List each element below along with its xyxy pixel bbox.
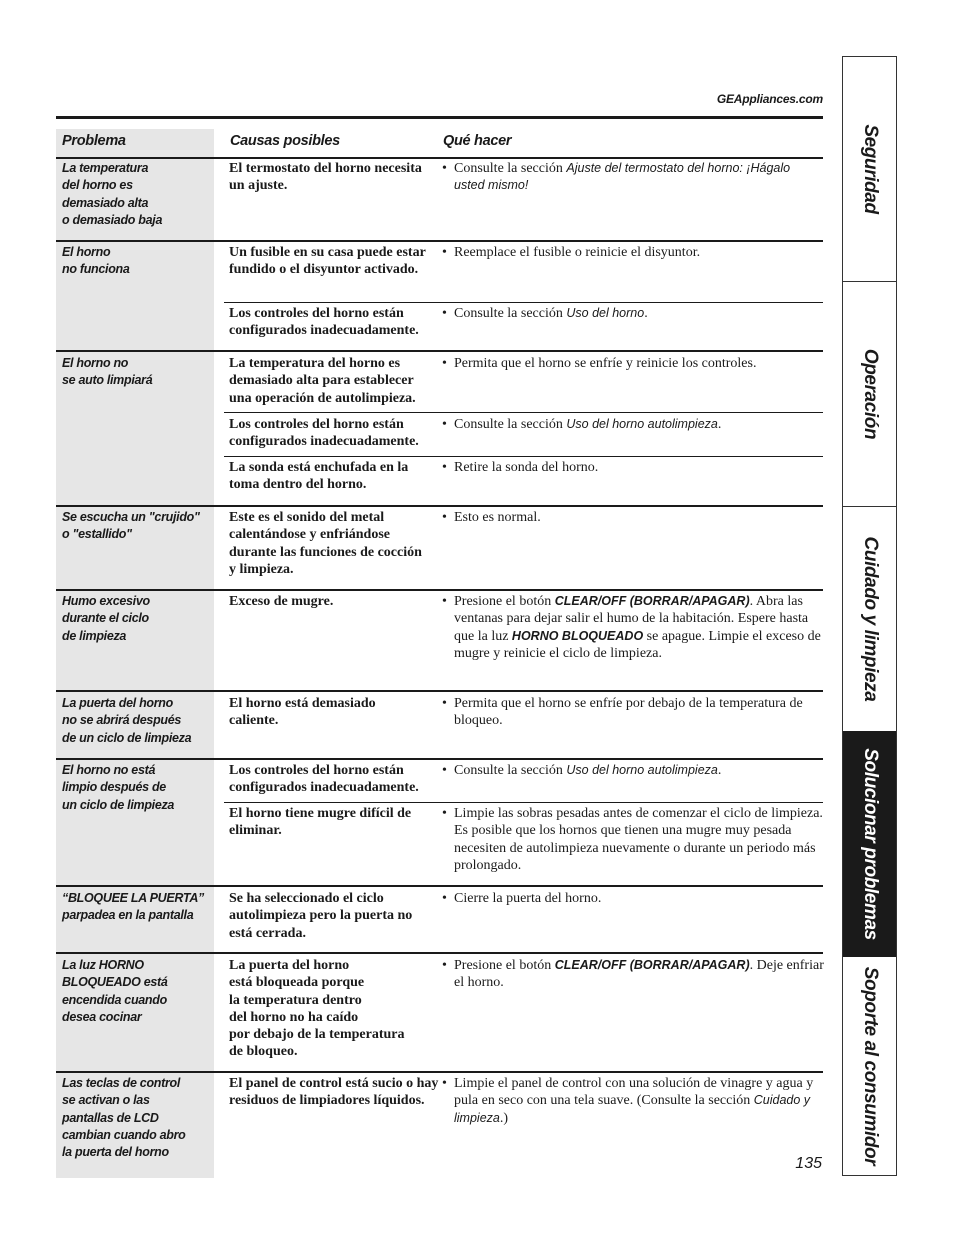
row-divider bbox=[56, 690, 823, 692]
tab-seguridad[interactable] bbox=[843, 57, 896, 282]
problem-cell: Se escucha un "crujido" o "estallido" bbox=[62, 510, 200, 542]
problem-cell: El horno no se auto limpiará bbox=[62, 356, 153, 388]
row-divider bbox=[56, 350, 823, 352]
header-rule bbox=[56, 157, 823, 159]
row-divider bbox=[56, 589, 823, 591]
row-divider bbox=[56, 885, 823, 887]
problem-cell: Las teclas de control se activan o las pantallas de LCD cambian cuando abro la puerta del horno bbox=[62, 1076, 186, 1160]
tab-soporte-al-consumidor[interactable] bbox=[843, 957, 896, 1175]
row-divider bbox=[56, 1071, 823, 1073]
section-sidebar bbox=[842, 56, 897, 1176]
problem-cell: La puerta del horno no se abrirá después de un ciclo de limpieza bbox=[62, 696, 192, 745]
cause-cell: Un fusible en su casa puede estar fundido o el disyuntor activado. bbox=[229, 245, 426, 278]
page-number: 135 bbox=[795, 1155, 822, 1172]
problem-cell: La luz HORNO BLOQUEADO está encendida cuando desea cocinar bbox=[62, 958, 168, 1024]
action-cell: • Permita que el horno se enfríe y reinicie los controles. bbox=[442, 356, 757, 371]
cause-cell: La sonda está enchufada en la toma dentro del horno. bbox=[229, 460, 409, 493]
cause-cell: Los controles del horno están configurados inadecuadamente. bbox=[229, 763, 419, 796]
action-cell: • Presione el botón CLEAR/OFF (BORRAR/APAGAR). Deje enfriar el horno. bbox=[442, 958, 824, 991]
sub-row-divider bbox=[224, 302, 823, 303]
sub-row-divider bbox=[224, 802, 823, 803]
cause-cell: La temperatura del horno es demasiado alta para establecer una operación de autolimpieza. bbox=[229, 356, 416, 406]
tab-solucionar-problemas[interactable] bbox=[843, 731, 896, 957]
action-cell: • Esto es normal. bbox=[442, 510, 541, 525]
top-rule bbox=[56, 116, 823, 119]
problem-cell: La temperatura del horno es demasiado alta o demasiado baja bbox=[62, 161, 163, 227]
action-cell: • Reemplace el fusible o reinicie el disyuntor. bbox=[442, 245, 701, 260]
row-divider bbox=[56, 505, 823, 507]
problem-cell: Humo excesivo durante el ciclo de limpieza bbox=[62, 594, 150, 643]
row-divider bbox=[56, 952, 823, 954]
row-divider bbox=[56, 758, 823, 760]
tab-label: Soporte al consumidor bbox=[859, 966, 881, 1166]
cause-cell: Exceso de mugre. bbox=[229, 594, 334, 609]
tab-label: Solucionar problemas bbox=[859, 748, 881, 940]
tab-label: Cuidado y limpieza bbox=[859, 536, 881, 702]
cause-cell: El termostato del horno necesita un ajuste. bbox=[229, 161, 422, 194]
tab-label: Operación bbox=[859, 348, 881, 440]
cause-cell: Se ha seleccionado el ciclo autolimpieza pero la puerta no está cerrada. bbox=[229, 891, 413, 941]
sub-row-divider bbox=[224, 412, 823, 413]
cause-cell: El horno tiene mugre difícil de eliminar. bbox=[229, 806, 412, 839]
problem-cell: “BLOQUEE LA PUERTA” parpadea en la pantalla bbox=[62, 891, 204, 923]
tab-label: Seguridad bbox=[859, 124, 881, 214]
cause-cell: Los controles del horno están configurados inadecuadamente. bbox=[229, 417, 419, 450]
cause-cell: El horno está demasiado caliente. bbox=[229, 696, 376, 729]
site-url: GEAppliances.com bbox=[716, 92, 823, 106]
action-cell: • Cierre la puerta del horno. bbox=[442, 891, 602, 906]
tab-cuidado-y-limpieza[interactable] bbox=[843, 507, 896, 731]
action-cell: • Consulte la sección Uso del horno autolimpieza. bbox=[442, 417, 722, 432]
cause-cell: Este es el sonido del metal calentándose y enfriándose durante las funciones de cocción y limpieza. bbox=[229, 510, 422, 577]
action-cell: • Permita que el horno se enfríe por debajo de la temperatura de bloqueo. bbox=[442, 696, 803, 729]
sub-row-divider bbox=[224, 456, 823, 457]
problem-cell: El horno no está limpio después de un ciclo de limpieza bbox=[62, 763, 175, 812]
column-header-causes: Causas posibles bbox=[230, 133, 340, 149]
cause-cell: El panel de control está sucio o hay residuos de limpiadores líquidos. bbox=[229, 1076, 439, 1109]
action-cell: • Limpie el panel de control con una solución de vinagre y agua y pula en seco con una tela suave. (Consulte la sección Cuidado y limpieza.) bbox=[442, 1076, 814, 1126]
action-cell: • Limpie las sobras pesadas antes de comenzar el ciclo de limpieza. Es posible que los hornos que tienen una mugre muy pesada necesiten de autolimpieza nuevamente o durante un periodo más prolongado. bbox=[442, 806, 823, 873]
column-header-problem: Problema bbox=[62, 133, 126, 149]
action-cell: • Consulte la sección Uso del horno. bbox=[442, 306, 648, 321]
action-cell: • Consulte la sección Uso del horno autolimpieza. bbox=[442, 763, 722, 778]
column-header-action: Qué hacer bbox=[443, 133, 512, 149]
action-cell: • Consulte la sección Ajuste del termostato del horno: ¡Hágalo usted mismo! bbox=[442, 161, 791, 193]
cause-cell: La puerta del horno está bloqueada porque la temperatura dentro del horno no ha caído por debajo de la temperatura de bloqueo. bbox=[229, 958, 405, 1060]
cause-cell: Los controles del horno están configurados inadecuadamente. bbox=[229, 306, 419, 339]
problem-cell: El horno no funciona bbox=[62, 245, 130, 277]
action-cell: • Presione el botón CLEAR/OFF (BORRAR/APAGAR). Abra las ventanas para dejar salir el humo de la habitación. Espere hasta que la luz HORNO BLOQUEADO se apague. Limpie el exceso de mugre y reinicie el ciclo de limpieza. bbox=[442, 594, 821, 661]
action-cell: • Retire la sonda del horno. bbox=[442, 460, 599, 475]
tab-operacion[interactable] bbox=[843, 282, 896, 507]
row-divider bbox=[56, 240, 823, 242]
